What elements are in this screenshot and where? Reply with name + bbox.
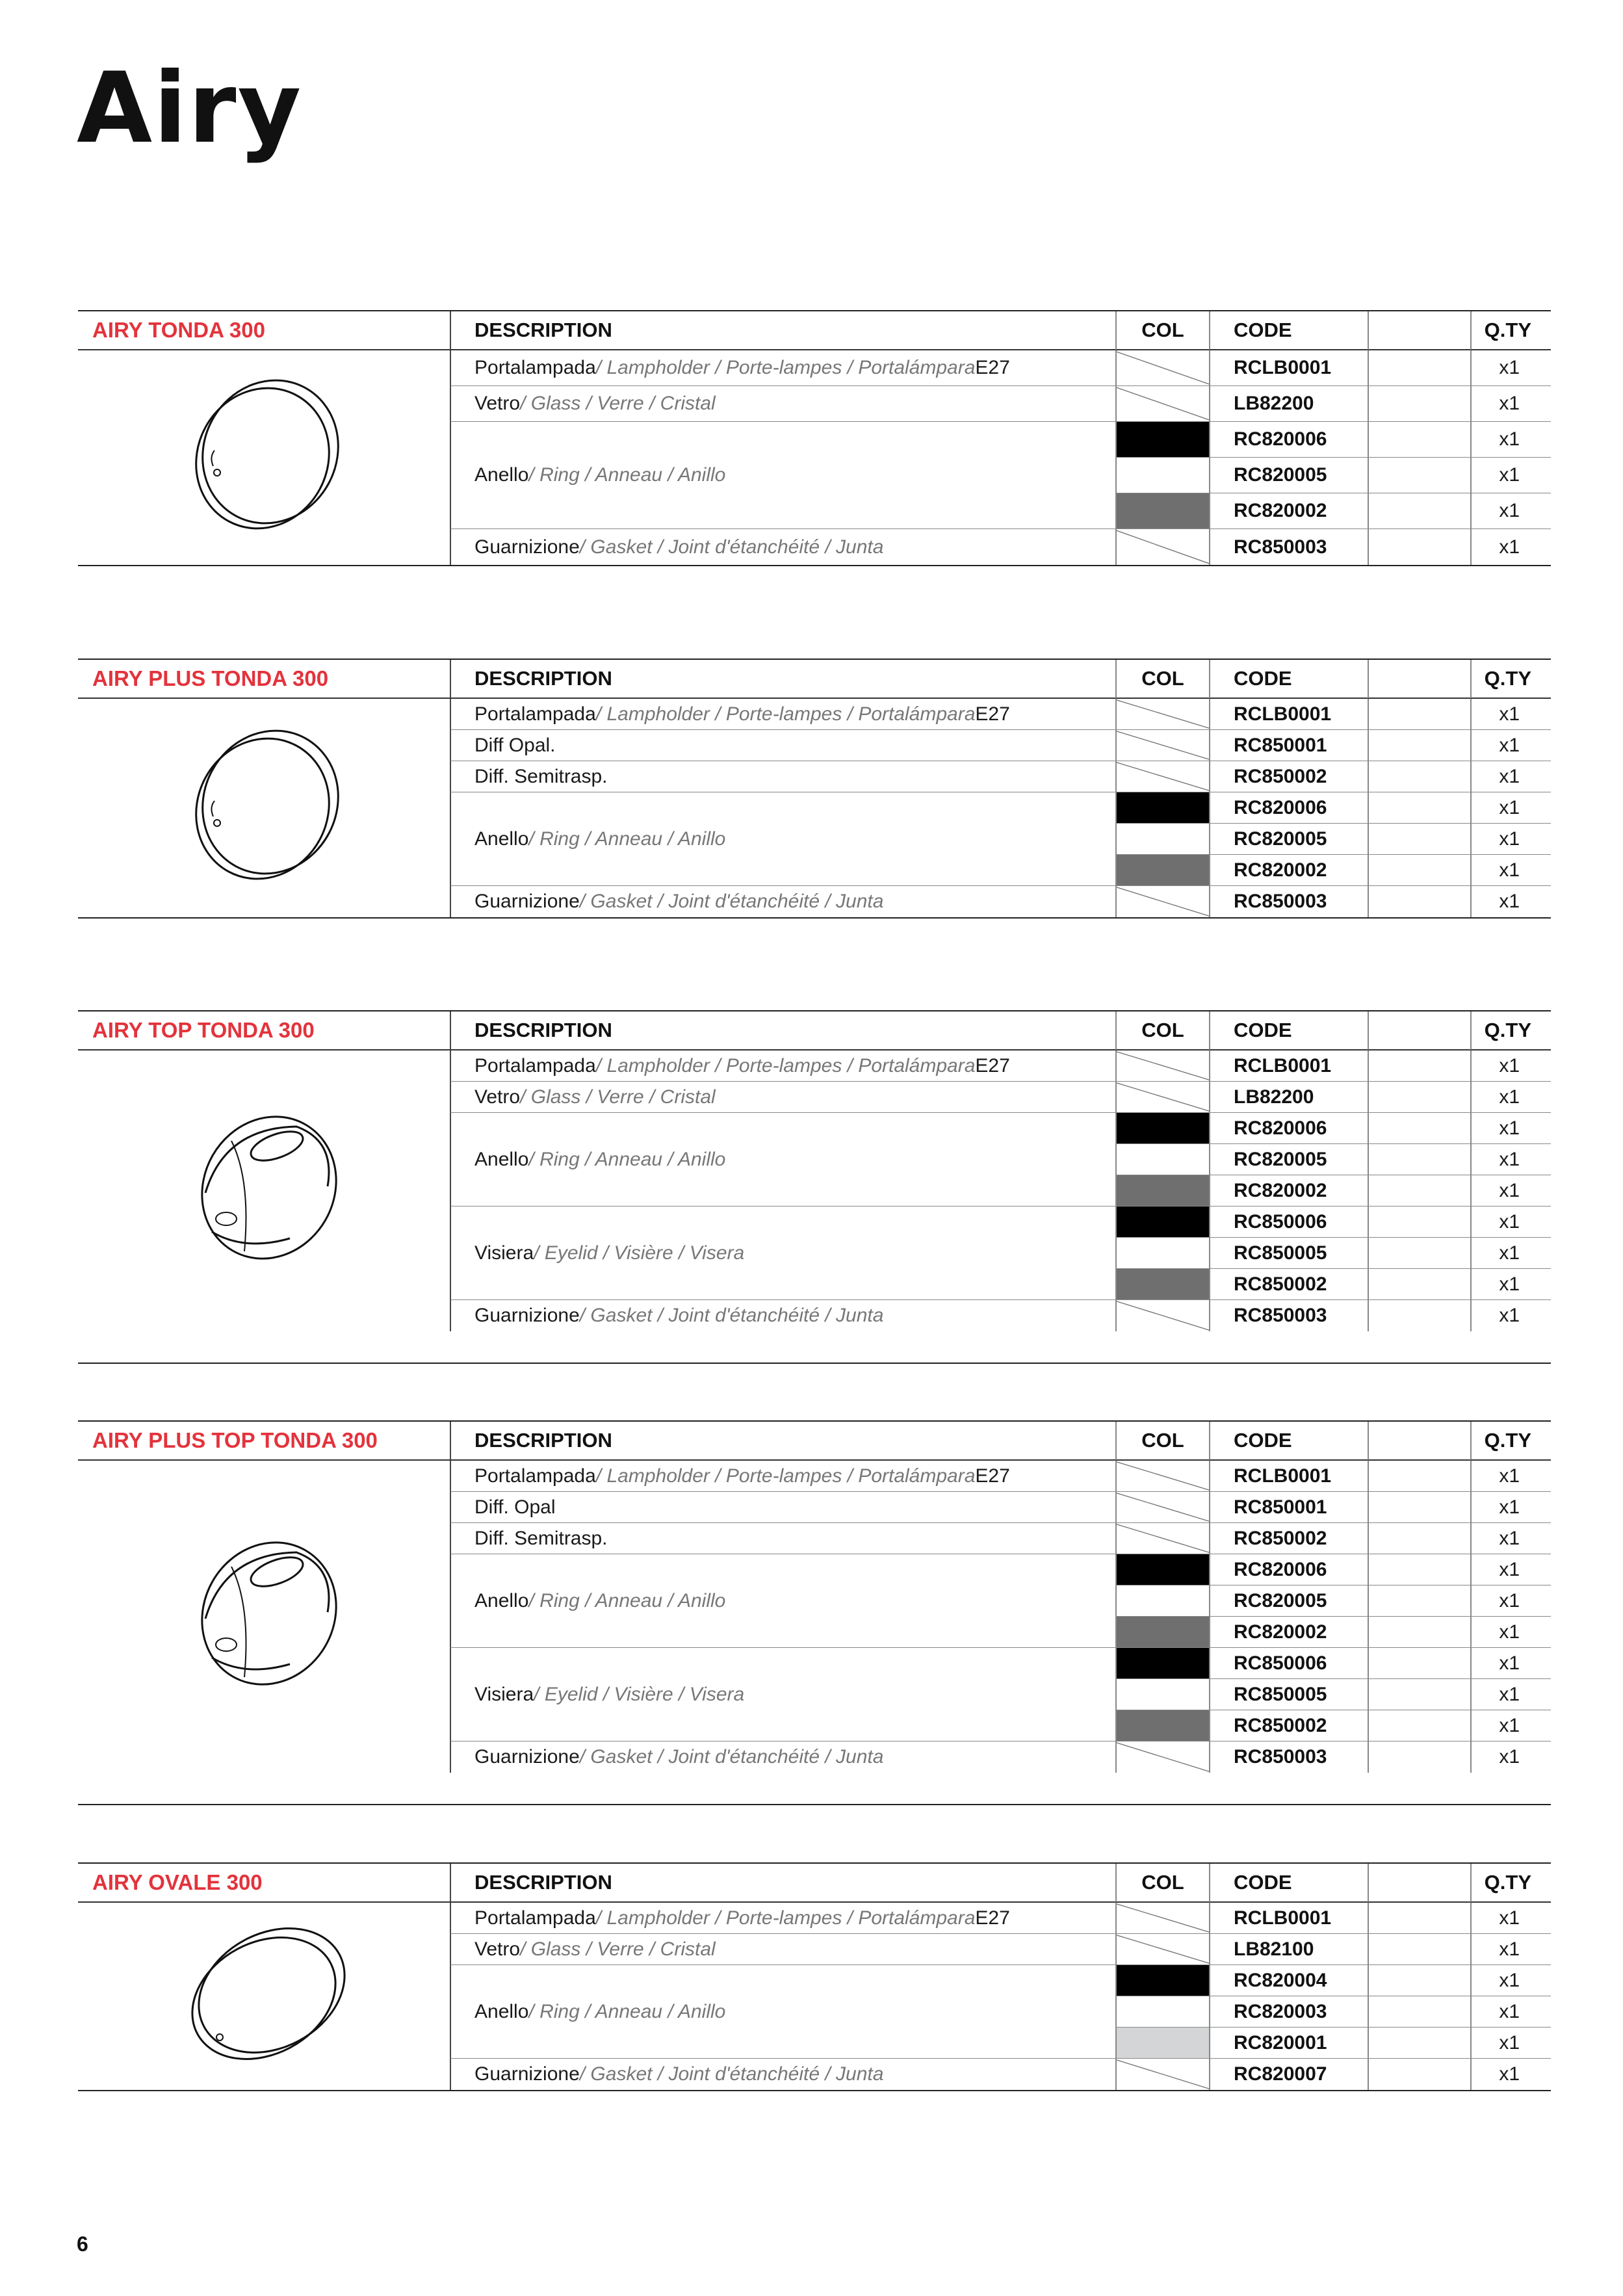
part-name: Guarnizione xyxy=(474,536,580,558)
color-swatch-grey xyxy=(1115,1269,1209,1300)
part-name: Vetro xyxy=(474,1938,521,1960)
color-none xyxy=(1115,1300,1209,1331)
product-image xyxy=(78,1461,450,1773)
header-blank xyxy=(1368,311,1470,350)
part-translations: / Lampholder / Porte-lampes / Portalámpara xyxy=(595,1465,976,1487)
part-code: RC850002 xyxy=(1209,1710,1368,1742)
part-code: RC820005 xyxy=(1209,1144,1368,1175)
part-quantity: x1 xyxy=(1470,1523,1551,1554)
color-none xyxy=(1115,1461,1209,1492)
part-name: Portalampada xyxy=(474,1907,596,1929)
part-translations: / Gasket / Joint d'étanchéité / Junta xyxy=(579,891,884,912)
part-code: RC820006 xyxy=(1209,1554,1368,1585)
part-quantity: x1 xyxy=(1470,1082,1551,1113)
part-description xyxy=(450,350,1115,386)
color-swatch-light_grey xyxy=(1115,2028,1209,2059)
part-name: Anello xyxy=(474,464,529,486)
part-name: Guarnizione xyxy=(474,1305,580,1326)
part-code: RCLB0001 xyxy=(1209,350,1368,386)
part-spec: E27 xyxy=(975,703,1010,725)
part-description xyxy=(450,529,1115,565)
empty-cell xyxy=(1368,1554,1470,1585)
header-code: CODE xyxy=(1209,311,1368,350)
empty-cell xyxy=(1368,886,1470,917)
part-description xyxy=(450,792,1115,886)
empty-cell xyxy=(1368,1238,1470,1269)
part-quantity: x1 xyxy=(1470,761,1551,792)
part-code: RC850001 xyxy=(1209,1492,1368,1523)
part-name: Diff. Semitrasp. xyxy=(474,765,608,787)
part-quantity: x1 xyxy=(1470,386,1551,422)
header-blank xyxy=(1368,1864,1470,1903)
color-swatch-black xyxy=(1115,1648,1209,1679)
product-section xyxy=(78,659,1551,919)
part-quantity: x1 xyxy=(1470,1113,1551,1144)
part-quantity: x1 xyxy=(1470,1996,1551,2028)
part-description xyxy=(450,1492,1115,1523)
part-description xyxy=(450,1523,1115,1554)
part-code: RC820003 xyxy=(1209,1996,1368,2028)
visor-lamp-icon xyxy=(173,1528,355,1706)
part-description xyxy=(450,1903,1115,1934)
part-quantity: x1 xyxy=(1470,1710,1551,1742)
header-col: COL xyxy=(1115,1011,1209,1050)
empty-cell xyxy=(1368,1742,1470,1773)
empty-cell xyxy=(1368,1679,1470,1710)
color-swatch-white xyxy=(1115,1996,1209,2028)
part-name: Diff Opal. xyxy=(474,734,556,756)
part-code: RC820002 xyxy=(1209,1617,1368,1648)
part-code: RC820002 xyxy=(1209,1175,1368,1207)
empty-cell xyxy=(1368,1934,1470,1965)
part-name: Guarnizione xyxy=(474,2063,580,2085)
part-description xyxy=(450,1300,1115,1331)
part-quantity: x1 xyxy=(1470,1144,1551,1175)
part-code: RC820006 xyxy=(1209,422,1368,458)
color-swatch-grey xyxy=(1115,1617,1209,1648)
part-quantity: x1 xyxy=(1470,699,1551,730)
part-code: RC850005 xyxy=(1209,1679,1368,1710)
part-code: RC850003 xyxy=(1209,886,1368,917)
part-code: RC820002 xyxy=(1209,855,1368,886)
oval-lamp-icon xyxy=(173,1907,355,2086)
part-quantity: x1 xyxy=(1470,1050,1551,1082)
part-translations: / Gasket / Joint d'étanchéité / Junta xyxy=(579,1305,884,1326)
header-qty: Q.TY xyxy=(1470,1422,1551,1461)
part-code: LB82200 xyxy=(1209,386,1368,422)
color-swatch-black xyxy=(1115,1965,1209,1996)
part-quantity: x1 xyxy=(1470,1554,1551,1585)
part-description xyxy=(450,1207,1115,1300)
empty-cell xyxy=(1368,386,1470,422)
part-name: Guarnizione xyxy=(474,1746,580,1768)
visor-lamp-icon xyxy=(173,1102,355,1281)
color-none xyxy=(1115,1050,1209,1082)
product-image xyxy=(78,1050,450,1331)
part-code: LB82200 xyxy=(1209,1082,1368,1113)
page-title: Airy xyxy=(77,52,303,165)
color-none xyxy=(1115,730,1209,761)
part-code: RC850006 xyxy=(1209,1648,1368,1679)
header-col: COL xyxy=(1115,1422,1209,1461)
part-quantity: x1 xyxy=(1470,1903,1551,1934)
empty-cell xyxy=(1368,1461,1470,1492)
part-code: RCLB0001 xyxy=(1209,1461,1368,1492)
part-quantity: x1 xyxy=(1470,458,1551,493)
color-none xyxy=(1115,350,1209,386)
part-name: Portalampada xyxy=(474,1054,596,1076)
part-description xyxy=(450,2059,1115,2090)
page-number: 6 xyxy=(77,2232,88,2256)
part-name: Anello xyxy=(474,1148,529,1170)
header-blank xyxy=(1368,1422,1470,1461)
part-translations: / Ring / Anneau / Anillo xyxy=(528,828,726,850)
empty-cell xyxy=(1368,2028,1470,2059)
empty-cell xyxy=(1368,2059,1470,2090)
part-name: Diff. Semitrasp. xyxy=(474,1527,608,1549)
part-translations: / Glass / Verre / Cristal xyxy=(520,1938,716,1960)
part-quantity: x1 xyxy=(1470,1269,1551,1300)
part-quantity: x1 xyxy=(1470,1585,1551,1617)
part-quantity: x1 xyxy=(1470,1679,1551,1710)
part-translations: / Gasket / Joint d'étanchéité / Junta xyxy=(579,2063,884,2085)
part-translations: / Glass / Verre / Cristal xyxy=(520,1086,716,1108)
product-image xyxy=(78,1903,450,2090)
empty-cell xyxy=(1368,824,1470,855)
header-description: DESCRIPTION xyxy=(450,1011,1115,1050)
empty-cell xyxy=(1368,1050,1470,1082)
part-quantity: x1 xyxy=(1470,824,1551,855)
product-section xyxy=(78,1420,1551,1805)
product-title: AIRY OVALE 300 xyxy=(78,1864,450,1903)
part-quantity: x1 xyxy=(1470,1648,1551,1679)
product-image xyxy=(78,350,450,565)
product-section xyxy=(78,310,1551,566)
part-name: Portalampada xyxy=(474,357,596,378)
product-section xyxy=(78,1862,1551,2091)
part-translations: / Eyelid / Visière / Visera xyxy=(534,1683,745,1705)
color-swatch-white xyxy=(1115,1585,1209,1617)
part-quantity: x1 xyxy=(1470,422,1551,458)
part-translations: / Glass / Verre / Cristal xyxy=(520,393,716,414)
part-translations: / Ring / Anneau / Anillo xyxy=(528,464,726,486)
empty-cell xyxy=(1368,529,1470,565)
part-quantity: x1 xyxy=(1470,350,1551,386)
round-lamp-icon xyxy=(173,719,355,898)
color-none xyxy=(1115,1903,1209,1934)
header-qty: Q.TY xyxy=(1470,311,1551,350)
empty-cell xyxy=(1368,458,1470,493)
product-image xyxy=(78,699,450,917)
header-col: COL xyxy=(1115,1864,1209,1903)
part-description xyxy=(450,730,1115,761)
part-translations: / Lampholder / Porte-lampes / Portalámpara xyxy=(595,1054,976,1076)
empty-cell xyxy=(1368,1996,1470,2028)
empty-cell xyxy=(1368,1269,1470,1300)
part-code: RC850005 xyxy=(1209,1238,1368,1269)
part-quantity: x1 xyxy=(1470,1300,1551,1331)
round-lamp-icon xyxy=(173,369,355,547)
part-name: Portalampada xyxy=(474,1465,596,1487)
part-description xyxy=(450,886,1115,917)
empty-cell xyxy=(1368,1144,1470,1175)
empty-cell xyxy=(1368,493,1470,529)
header-description: DESCRIPTION xyxy=(450,660,1115,699)
header-blank xyxy=(1368,1011,1470,1050)
header-qty: Q.TY xyxy=(1470,1011,1551,1050)
header-blank xyxy=(1368,660,1470,699)
part-code: RC820007 xyxy=(1209,2059,1368,2090)
product-title: AIRY PLUS TONDA 300 xyxy=(78,660,450,699)
color-none xyxy=(1115,1492,1209,1523)
part-quantity: x1 xyxy=(1470,1617,1551,1648)
part-code: RCLB0001 xyxy=(1209,1050,1368,1082)
color-swatch-white xyxy=(1115,1144,1209,1175)
part-name: Guarnizione xyxy=(474,891,580,912)
part-description xyxy=(450,386,1115,422)
part-name: Vetro xyxy=(474,393,521,414)
color-swatch-black xyxy=(1115,422,1209,458)
color-swatch-grey xyxy=(1115,493,1209,529)
part-translations: / Ring / Anneau / Anillo xyxy=(528,1148,726,1170)
part-quantity: x1 xyxy=(1470,2059,1551,2090)
empty-cell xyxy=(1368,1710,1470,1742)
part-description xyxy=(450,1554,1115,1648)
part-code: RC820001 xyxy=(1209,2028,1368,2059)
part-translations: / Gasket / Joint d'étanchéité / Junta xyxy=(579,1746,884,1768)
part-quantity: x1 xyxy=(1470,1492,1551,1523)
part-description xyxy=(450,1050,1115,1082)
color-swatch-black xyxy=(1115,792,1209,824)
part-quantity: x1 xyxy=(1470,1207,1551,1238)
color-none xyxy=(1115,386,1209,422)
part-quantity: x1 xyxy=(1470,1934,1551,1965)
color-swatch-grey xyxy=(1115,1175,1209,1207)
empty-cell xyxy=(1368,792,1470,824)
part-code: RC820005 xyxy=(1209,458,1368,493)
part-quantity: x1 xyxy=(1470,730,1551,761)
color-none xyxy=(1115,1523,1209,1554)
part-quantity: x1 xyxy=(1470,529,1551,565)
header-description: DESCRIPTION xyxy=(450,1422,1115,1461)
header-code: CODE xyxy=(1209,660,1368,699)
part-code: RC850006 xyxy=(1209,1207,1368,1238)
empty-cell xyxy=(1368,699,1470,730)
part-code: RC850001 xyxy=(1209,730,1368,761)
color-none xyxy=(1115,761,1209,792)
product-title: AIRY TOP TONDA 300 xyxy=(78,1011,450,1050)
color-none xyxy=(1115,529,1209,565)
part-quantity: x1 xyxy=(1470,1742,1551,1773)
empty-cell xyxy=(1368,350,1470,386)
part-name: Anello xyxy=(474,2000,529,2022)
part-code: RC850003 xyxy=(1209,1300,1368,1331)
color-swatch-white xyxy=(1115,1238,1209,1269)
part-code: RCLB0001 xyxy=(1209,1903,1368,1934)
part-spec: E27 xyxy=(975,1054,1010,1076)
empty-cell xyxy=(1368,730,1470,761)
part-code: RCLB0001 xyxy=(1209,699,1368,730)
empty-cell xyxy=(1368,1082,1470,1113)
empty-cell xyxy=(1368,1965,1470,1996)
empty-cell xyxy=(1368,1175,1470,1207)
color-swatch-grey xyxy=(1115,855,1209,886)
header-description: DESCRIPTION xyxy=(450,311,1115,350)
part-spec: E27 xyxy=(975,357,1010,378)
part-name: Visiera xyxy=(474,1242,534,1264)
part-description xyxy=(450,699,1115,730)
color-swatch-white xyxy=(1115,458,1209,493)
color-none xyxy=(1115,699,1209,730)
part-description xyxy=(450,422,1115,529)
part-description xyxy=(450,761,1115,792)
header-qty: Q.TY xyxy=(1470,1864,1551,1903)
empty-cell xyxy=(1368,1648,1470,1679)
color-none xyxy=(1115,2059,1209,2090)
color-swatch-grey xyxy=(1115,1710,1209,1742)
part-quantity: x1 xyxy=(1470,493,1551,529)
part-code: RC820002 xyxy=(1209,493,1368,529)
header-col: COL xyxy=(1115,660,1209,699)
part-code: LB82100 xyxy=(1209,1934,1368,1965)
part-code: RC820004 xyxy=(1209,1965,1368,1996)
part-code: RC850003 xyxy=(1209,1742,1368,1773)
empty-cell xyxy=(1368,1617,1470,1648)
empty-cell xyxy=(1368,1207,1470,1238)
color-swatch-black xyxy=(1115,1207,1209,1238)
part-description xyxy=(450,1461,1115,1492)
part-name: Vetro xyxy=(474,1086,521,1108)
part-quantity: x1 xyxy=(1470,1965,1551,1996)
part-translations: / Lampholder / Porte-lampes / Portalámpara xyxy=(595,1907,976,1929)
part-name: Portalampada xyxy=(474,703,596,725)
header-description: DESCRIPTION xyxy=(450,1864,1115,1903)
color-swatch-white xyxy=(1115,824,1209,855)
color-none xyxy=(1115,1934,1209,1965)
part-code: RC820005 xyxy=(1209,1585,1368,1617)
part-code: RC820006 xyxy=(1209,792,1368,824)
empty-cell xyxy=(1368,1492,1470,1523)
color-none xyxy=(1115,1742,1209,1773)
part-name: Diff. Opal xyxy=(474,1496,556,1518)
product-section xyxy=(78,1010,1551,1364)
empty-cell xyxy=(1368,1585,1470,1617)
part-description xyxy=(450,1934,1115,1965)
color-none xyxy=(1115,886,1209,917)
empty-cell xyxy=(1368,422,1470,458)
part-quantity: x1 xyxy=(1470,1175,1551,1207)
part-quantity: x1 xyxy=(1470,1461,1551,1492)
empty-cell xyxy=(1368,855,1470,886)
empty-cell xyxy=(1368,1523,1470,1554)
header-code: CODE xyxy=(1209,1011,1368,1050)
color-swatch-white xyxy=(1115,1679,1209,1710)
part-description xyxy=(450,1742,1115,1773)
color-none xyxy=(1115,1082,1209,1113)
part-translations: / Gasket / Joint d'étanchéité / Junta xyxy=(579,536,884,558)
part-description xyxy=(450,1965,1115,2059)
empty-cell xyxy=(1368,761,1470,792)
part-code: RC850003 xyxy=(1209,529,1368,565)
header-code: CODE xyxy=(1209,1864,1368,1903)
part-description xyxy=(450,1113,1115,1207)
color-swatch-black xyxy=(1115,1113,1209,1144)
part-translations: / Lampholder / Porte-lampes / Portalámpara xyxy=(595,357,976,378)
part-translations: / Eyelid / Visière / Visera xyxy=(534,1242,745,1264)
empty-cell xyxy=(1368,1903,1470,1934)
part-name: Anello xyxy=(474,1589,529,1611)
part-quantity: x1 xyxy=(1470,1238,1551,1269)
empty-cell xyxy=(1368,1300,1470,1331)
part-code: RC850002 xyxy=(1209,1269,1368,1300)
part-quantity: x1 xyxy=(1470,792,1551,824)
part-name: Anello xyxy=(474,828,529,850)
part-name: Visiera xyxy=(474,1683,534,1705)
part-spec: E27 xyxy=(975,1465,1010,1487)
product-title: AIRY TONDA 300 xyxy=(78,311,450,350)
part-spec: E27 xyxy=(975,1907,1010,1929)
part-quantity: x1 xyxy=(1470,2028,1551,2059)
part-description xyxy=(450,1648,1115,1742)
empty-cell xyxy=(1368,1113,1470,1144)
part-code: RC850002 xyxy=(1209,1523,1368,1554)
part-translations: / Lampholder / Porte-lampes / Portalámpara xyxy=(595,703,976,725)
part-code: RC820005 xyxy=(1209,824,1368,855)
part-quantity: x1 xyxy=(1470,855,1551,886)
part-translations: / Ring / Anneau / Anillo xyxy=(528,1589,726,1611)
color-swatch-black xyxy=(1115,1554,1209,1585)
product-title: AIRY PLUS TOP TONDA 300 xyxy=(78,1422,450,1461)
header-qty: Q.TY xyxy=(1470,660,1551,699)
part-description xyxy=(450,1082,1115,1113)
header-col: COL xyxy=(1115,311,1209,350)
header-code: CODE xyxy=(1209,1422,1368,1461)
part-code: RC850002 xyxy=(1209,761,1368,792)
part-translations: / Ring / Anneau / Anillo xyxy=(528,2000,726,2022)
part-quantity: x1 xyxy=(1470,886,1551,917)
part-code: RC820006 xyxy=(1209,1113,1368,1144)
